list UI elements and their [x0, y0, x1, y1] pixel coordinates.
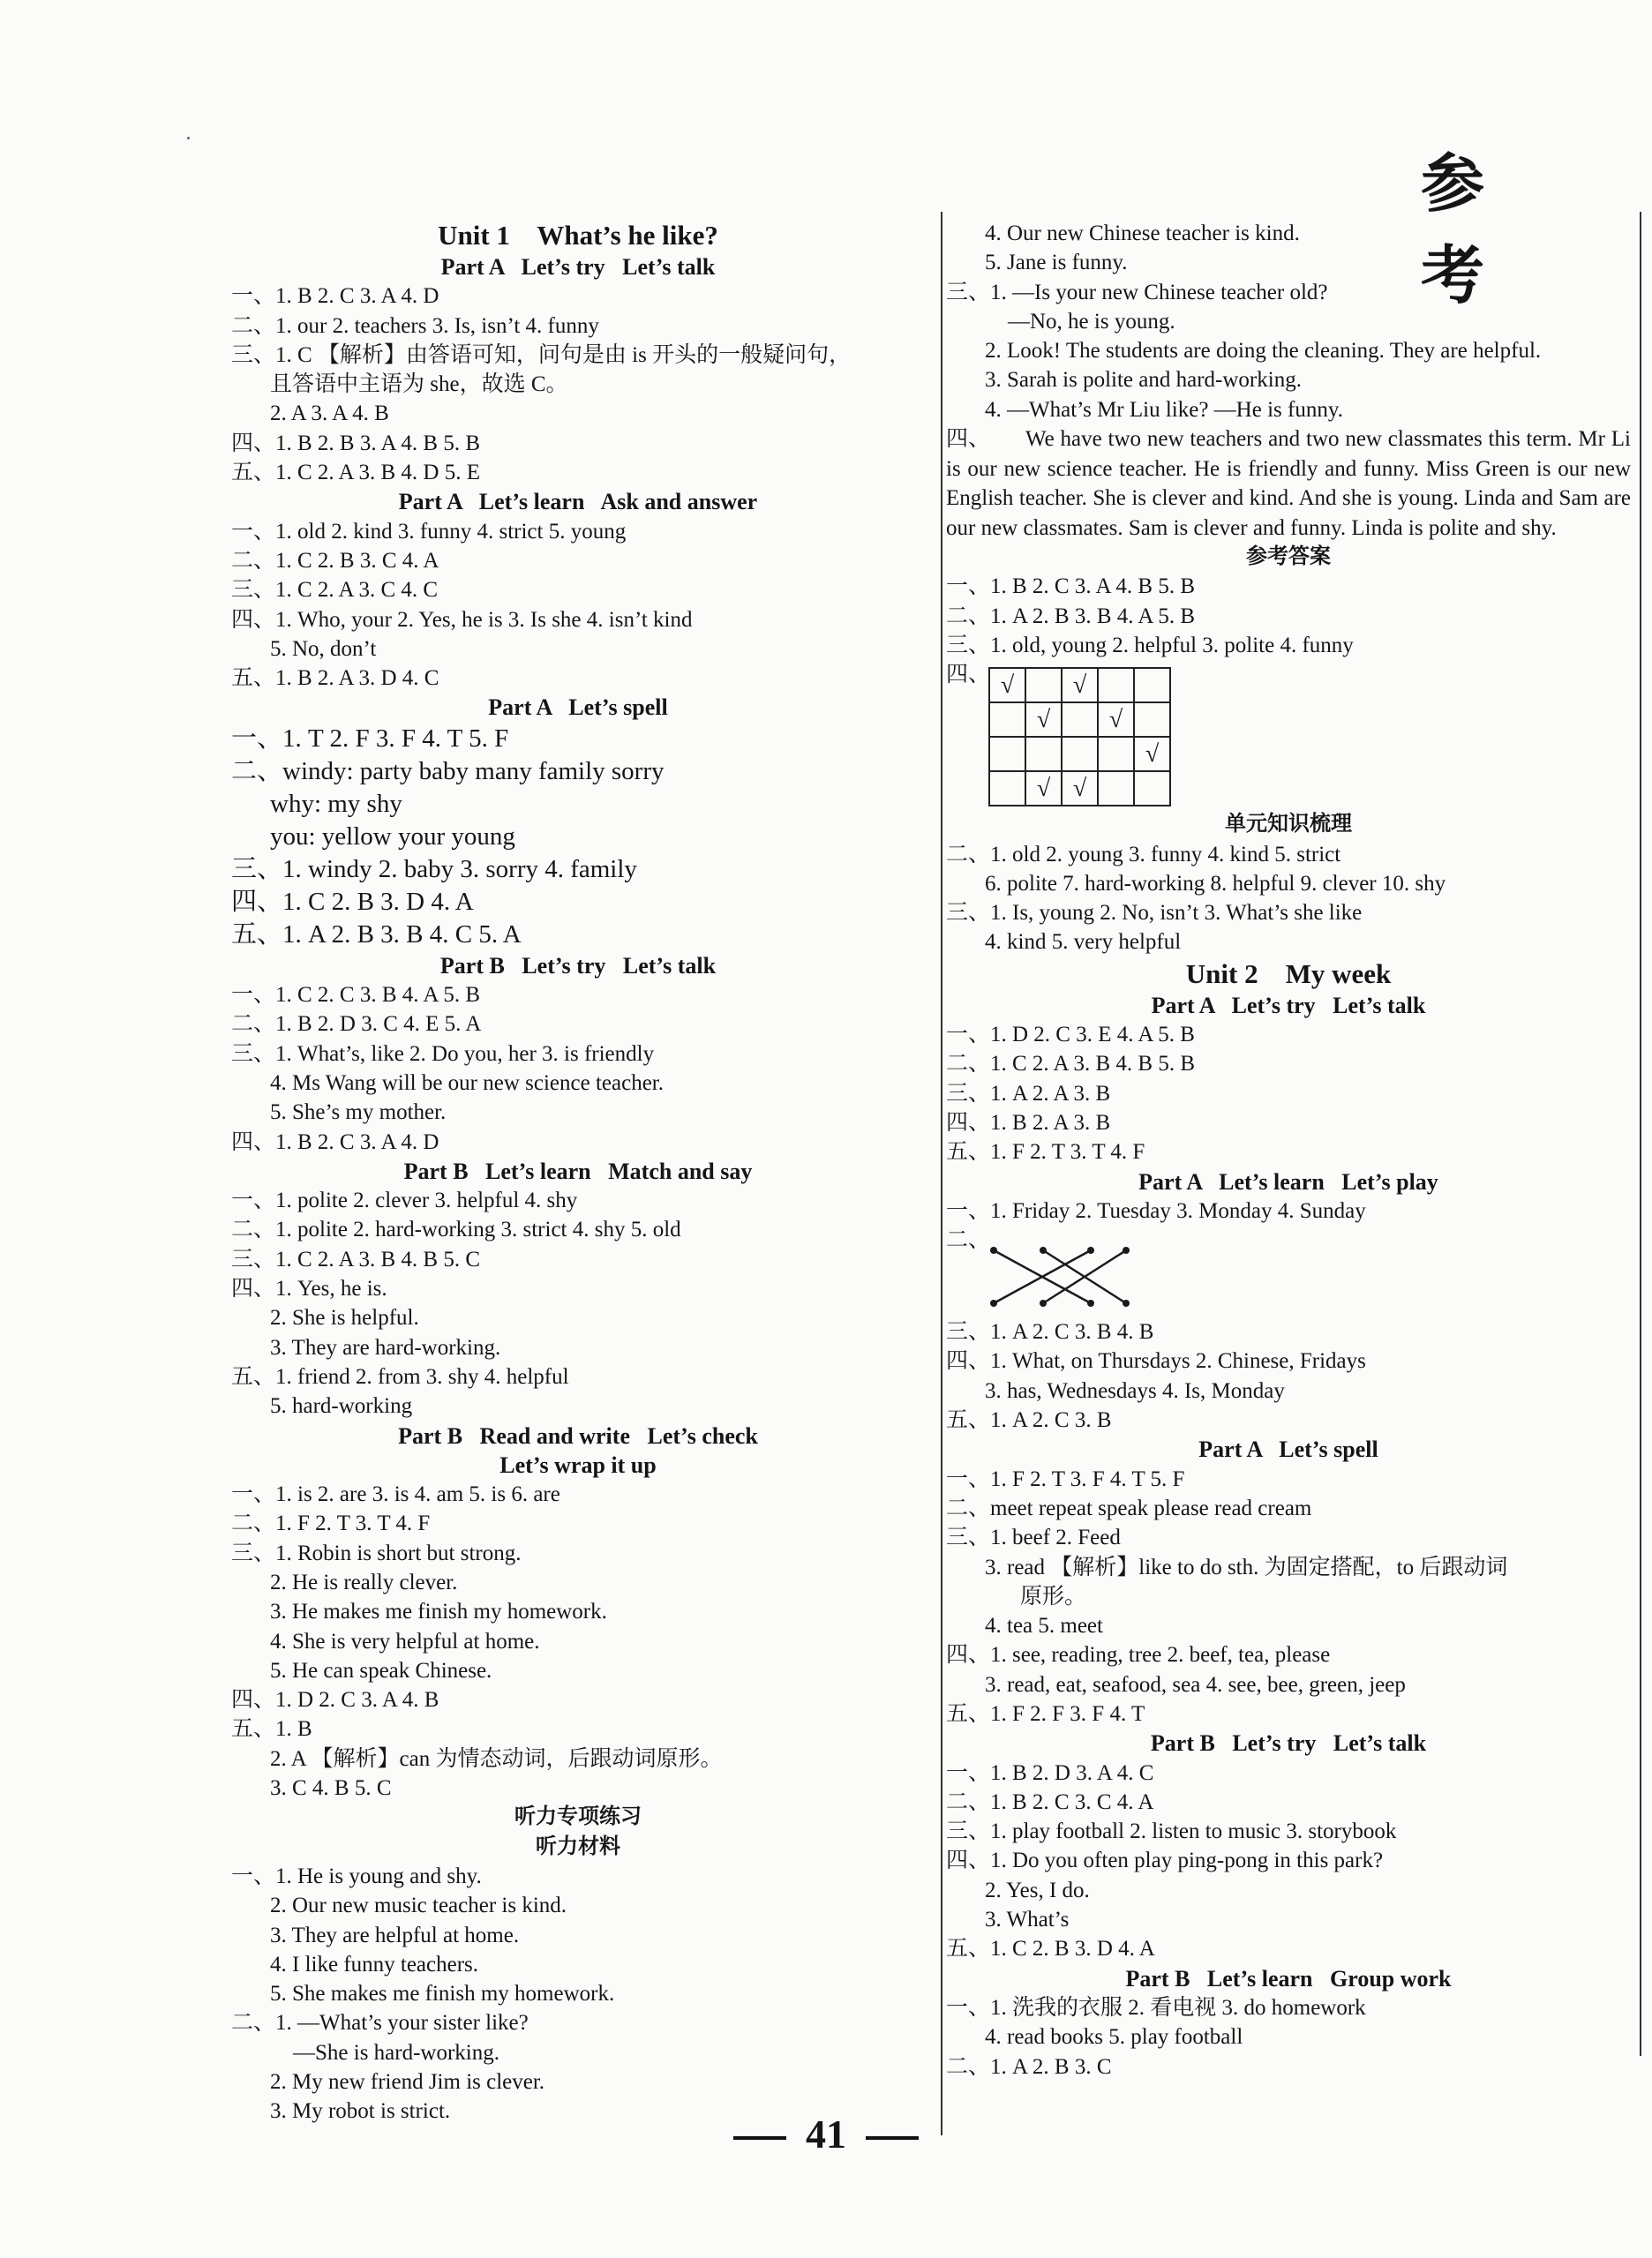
answer-line: 三、1. —Is your new Chinese teacher old? [946, 280, 1328, 304]
check-cell [1134, 668, 1170, 702]
answer-line: 2. Our new music teacher is kind. [270, 1894, 567, 1918]
check-grid-label: 四、 [946, 663, 991, 687]
check-cell [1025, 668, 1062, 702]
answer-line: 二、windy: party baby many family sorry [231, 756, 665, 785]
answer-line: 一、1. F 2. T 3. F 4. T 5. F [946, 1467, 1185, 1491]
answer-line: 四、1. see, reading, tree 2. beef, tea, please [946, 1643, 1331, 1668]
page-header-title: 参 考 [1421, 146, 1521, 312]
check-cell [1025, 737, 1062, 771]
section-heading: Part A Let’s try Let’s talk [440, 254, 716, 280]
answer-line: 5. She’s my mother. [270, 1100, 447, 1125]
answer-line: 3. C 4. B 5. C [270, 1776, 392, 1801]
match-dot [990, 1247, 997, 1254]
section-heading: Let’s wrap it up [499, 1452, 657, 1478]
section-heading: 参考答案 [1246, 545, 1331, 569]
answer-line: 二、1. old 2. young 3. funny 4. kind 5. strict [946, 842, 1341, 866]
answer-line: 一、1. B 2. C 3. A 4. D [231, 284, 439, 309]
answer-line: 三、1. Robin is short but strong. [231, 1541, 522, 1565]
paragraph-text: We have two new teachers and two new classmates this term. Mr Li is our new science teacher. He is friendly and funny. Miss Green is our new English teacher. She is clever and kind. And she is young. Linda and Sam are our new classmates. Sam is clever and funny. Linda is polite and shy. [946, 427, 1631, 540]
footer-dash-left [733, 2136, 786, 2140]
answer-line: 4. tea 5. meet [985, 1614, 1103, 1639]
check-cell [1062, 737, 1098, 771]
answer-line: 四、1. B 2. B 3. A 4. B 5. B [231, 431, 480, 455]
answer-line: 2. A 【解析】can 为情态动词，后跟动词原形。 [270, 1746, 723, 1771]
answer-line: 4. Our new Chinese teacher is kind. [985, 221, 1300, 245]
answer-line: 三、1. C 2. A 3. B 4. B 5. C [231, 1247, 480, 1272]
answer-line: 二、1. A 2. B 3. B 4. A 5. B [946, 604, 1195, 628]
answer-line: 四、1. Yes, he is. [231, 1277, 387, 1302]
match-dot [1087, 1300, 1094, 1307]
section-heading: Part B Let’s try Let’s talk [439, 952, 717, 979]
answer-line: 四、1. Do you often play ping-pong in this park? [946, 1849, 1384, 1873]
section-heading: 听力材料 [536, 1834, 620, 1858]
check-cell: √ [1134, 737, 1170, 771]
check-grid-row [946, 660, 1631, 810]
check-cell: √ [1062, 668, 1098, 702]
right-border [1640, 212, 1641, 2056]
match-dot [1123, 1300, 1130, 1307]
section-heading: Part B Read and write Let’s check [398, 1422, 758, 1449]
check-cell [1134, 702, 1170, 737]
column-divider [941, 212, 942, 2135]
answer-line: 2. Yes, I do. [985, 1878, 1090, 1902]
answer-line: 二、1. —What’s your sister like? [231, 2011, 529, 2036]
answer-line: 四、1. B 2. A 3. B [946, 1110, 1111, 1135]
answer-line: 五、1. C 2. B 3. D 4. A [946, 1937, 1155, 1962]
answer-line: 3. What’s [985, 1908, 1070, 1932]
section-heading: Part B Let’s try Let’s talk [1150, 1730, 1427, 1757]
section-heading: Part B Let’s learn Match and say [403, 1158, 753, 1184]
answer-line: 五、1. F 2. F 3. F 4. T [946, 1701, 1145, 1726]
answer-line: 3. has, Wednesdays 4. Is, Monday [985, 1378, 1285, 1403]
check-cell [989, 737, 1025, 771]
right-column-top [946, 219, 1631, 424]
answer-line: 4. I like funny teachers. [270, 1952, 479, 1977]
answer-line: 三、1. C 【解析】由答语可知，问句是由 is 开头的一般疑问句， [231, 342, 852, 367]
answer-line: 二、meet repeat speak please read cream [946, 1496, 1312, 1520]
answer-line: 一、1. is 2. are 3. is 4. am 5. is 6. are [231, 1482, 560, 1507]
answer-line: 4. kind 5. very helpful [985, 930, 1182, 955]
answer-line: 5. She makes me finish my homework. [270, 1982, 615, 2007]
section-heading: Part B Let’s learn Group work [1125, 1965, 1452, 1992]
answer-line: you: yellow your young [270, 821, 515, 851]
answer-line: 三、1. C 2. A 3. C 4. C [231, 578, 439, 603]
left-column [231, 219, 925, 2127]
answer-line: 一、1. old 2. kind 3. funny 4. strict 5. young [231, 519, 627, 544]
answer-line: 2. Look! The students are doing the cleaning. They are helpful. [985, 339, 1542, 364]
answer-line: 2. She is helpful. [270, 1306, 419, 1331]
answer-line: 一、1. T 2. F 3. F 4. T 5. F [231, 724, 509, 753]
answer-line: 三、1. What’s, like 2. Do you, her 3. is friendly [231, 1041, 655, 1066]
matching-answer [946, 1226, 1631, 1317]
answer-line: 二、1. F 2. T 3. T 4. F [231, 1512, 431, 1536]
answer-line: 4. read books 5. play football [985, 2025, 1243, 2050]
section-heading: Part A Let’s try Let’s talk [1151, 992, 1426, 1018]
answer-line: 五、1. A 2. C 3. B [946, 1408, 1112, 1433]
answer-line: 且答语中主语为 she，故选 C。 [270, 372, 568, 397]
answer-line: 6. polite 7. hard-working 8. helpful 9. clever 10. shy [985, 871, 1446, 896]
answer-line: 三、1. A 2. A 3. B [946, 1081, 1111, 1106]
answer-line: 5. No, don’t [270, 636, 377, 661]
answer-line: 一、1. C 2. C 3. B 4. A 5. B [231, 983, 480, 1008]
right-column-bottom [946, 810, 1631, 2082]
check-cell: √ [1098, 702, 1134, 737]
answer-line: 五、1. friend 2. from 3. shy 4. helpful [231, 1364, 569, 1389]
answer-line: 五、1. B 2. A 3. D 4. C [231, 666, 439, 691]
answer-line: 3. They are hard-working. [270, 1335, 501, 1360]
answer-line: 二、1. B 2. C 3. C 4. A [946, 1789, 1154, 1814]
match-dot [1123, 1247, 1130, 1254]
answer-line: 四、1. D 2. C 3. A 4. B [231, 1688, 439, 1713]
answer-line: 二、1. A 2. B 3. C [946, 2054, 1112, 2079]
answer-line: 一、1. B 2. C 3. A 4. B 5. B [946, 574, 1195, 599]
check-cell: √ [989, 668, 1025, 702]
answer-line: 五、1. A 2. B 3. B 4. C 5. A [231, 919, 522, 949]
answer-line: 4. Ms Wang will be our new science teacher. [270, 1070, 664, 1095]
answer-line: 5. Jane is funny. [985, 251, 1128, 275]
page-number: 41 [806, 2112, 846, 2157]
answer-line: 三、1. A 2. C 3. B 4. B [946, 1320, 1154, 1345]
answer-line: 二、1. C 2. B 3. C 4. A [231, 548, 439, 573]
answer-line: 二、1. polite 2. hard-working 3. strict 4. shy 5. old [231, 1218, 681, 1242]
answer-line: 3. My robot is strict. [270, 2099, 451, 2124]
answer-line: 一、1. Friday 2. Tuesday 3. Monday 4. Sunday [946, 1198, 1366, 1223]
right-column [946, 219, 1631, 2082]
answer-line: 四、1. What, on Thursdays 2. Chinese, Fridays [946, 1349, 1366, 1374]
check-grid-row [989, 668, 1170, 702]
check-cell [1098, 771, 1134, 806]
answer-line: 五、1. B [231, 1717, 312, 1742]
check-cell [989, 771, 1025, 806]
answer-line: 原形。 [1020, 1584, 1087, 1609]
answer-line: —No, he is young. [1008, 309, 1175, 334]
footer-dash-right [866, 2136, 919, 2140]
answer-line: 三、1. beef 2. Feed [946, 1526, 1121, 1550]
answer-line: 2. My new friend Jim is clever. [270, 2070, 545, 2095]
match-dot [1040, 1300, 1047, 1307]
answer-line: 三、1. Is, young 2. No, isn’t 3. What’s she like [946, 901, 1363, 926]
answer-line: 四、1. C 2. B 3. D 4. A [231, 887, 474, 916]
answer-line: 一、1. 洗我的衣服 2. 看电视 3. do homework [946, 1995, 1366, 2020]
answer-line: 4. —What’s Mr Liu like? —He is funny. [985, 397, 1343, 422]
answer-line: 四、1. Who, your 2. Yes, he is 3. Is she 4. isn’t kind [231, 607, 693, 632]
check-grid-row [989, 702, 1170, 737]
answer-line: 3. Sarah is polite and hard-working. [985, 368, 1302, 393]
answer-line: 四、1. B 2. C 3. A 4. D [231, 1129, 439, 1154]
answer-line: 五、1. C 2. A 3. B 4. D 5. E [231, 461, 480, 485]
section-heading: 听力专项练习 [514, 1805, 642, 1829]
check-grid [988, 667, 1171, 806]
check-cell: √ [1025, 771, 1062, 806]
answer-line: 3. read, eat, seafood, sea 4. see, bee, green, jeep [985, 1672, 1406, 1697]
answer-line: 3. read 【解析】like to do sth. 为固定搭配，to 后跟动词 [985, 1555, 1508, 1579]
check-cell [1098, 737, 1134, 771]
answer-line: 3. They are helpful at home. [270, 1923, 520, 1947]
answer-label: 二、 [946, 1228, 991, 1253]
answer-line: 二、1. B 2. D 3. C 4. E 5. A [231, 1012, 482, 1037]
check-cell: √ [1062, 771, 1098, 806]
check-cell [1098, 668, 1134, 702]
answer-line: 三、1. old, young 2. helpful 3. polite 4. funny [946, 633, 1354, 657]
answer-line: 一、1. B 2. D 3. A 4. C [946, 1760, 1154, 1785]
paragraph-label: 四、 [946, 427, 991, 452]
answer-line: —She is hard-working. [293, 2040, 499, 2065]
check-grid-row [989, 737, 1170, 771]
page-footer [0, 2111, 1652, 2157]
answer-line: 5. He can speak Chinese. [270, 1658, 492, 1683]
section-heading: Part A Let’s learn Ask and answer [398, 489, 758, 515]
check-cell [1062, 702, 1098, 737]
check-grid-row [989, 771, 1170, 806]
check-cell [989, 702, 1025, 737]
match-dot [1087, 1247, 1094, 1254]
answer-line: 5. hard-working [270, 1394, 413, 1419]
section-heading: 单元知识梳理 [1225, 813, 1352, 836]
answer-line: 二、1. our 2. teachers 3. Is, isn’t 4. funny [231, 313, 599, 338]
answer-line: 五、1. F 2. T 3. T 4. F [946, 1140, 1145, 1165]
answer-line: why: my shy [270, 789, 402, 818]
answer-line: 二、1. C 2. A 3. B 4. B 5. B [946, 1052, 1195, 1076]
answer-line: 一、1. He is young and shy. [231, 1864, 482, 1888]
matching-lines [985, 1226, 1135, 1317]
answer-line: 三、1. play football 2. listen to music 3. storybook [946, 1819, 1397, 1844]
unit-heading: Unit 2 My week [1185, 957, 1392, 989]
check-cell: √ [1025, 702, 1062, 737]
answer-line: 2. He is really clever. [270, 1570, 458, 1594]
answer-line: 4. She is very helpful at home. [270, 1629, 540, 1654]
answer-line: 一、1. D 2. C 3. E 4. A 5. B [946, 1023, 1195, 1047]
answer-line: 三、1. windy 2. baby 3. sorry 4. family [231, 854, 637, 883]
section-heading: Part A Let’s spell [1198, 1437, 1378, 1463]
check-cell [1134, 771, 1170, 806]
match-dot [990, 1300, 997, 1307]
match-dot [1040, 1247, 1047, 1254]
listening-paragraph [946, 424, 1631, 543]
section-heading: Part A Let’s learn Let’s play [1138, 1168, 1438, 1195]
answer-line: 3. He makes me finish my homework. [270, 1600, 607, 1624]
right-column-answers [946, 543, 1631, 660]
scan-speck [187, 137, 190, 139]
answer-line: 一、1. polite 2. clever 3. helpful 4. shy [231, 1189, 578, 1213]
unit-heading: Unit 1 What’s he like? [438, 220, 718, 251]
answer-line: 2. A 3. A 4. B [270, 401, 389, 426]
section-heading: Part A Let’s spell [488, 694, 668, 721]
